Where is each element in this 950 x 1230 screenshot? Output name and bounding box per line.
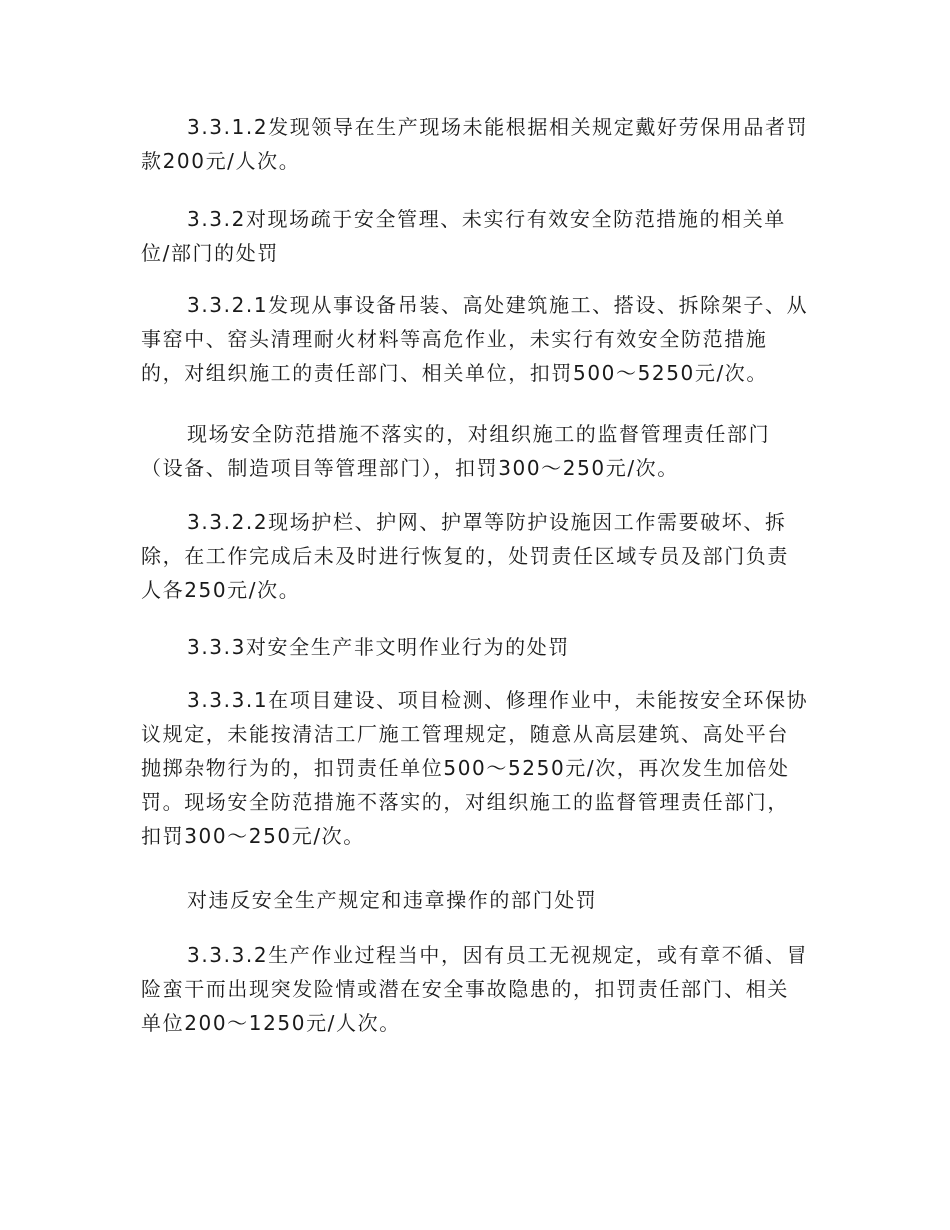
paragraph-violation-heading: [141, 883, 813, 917]
paragraph-line: 罚。现场安全防范措施不落实的，对组织施工的监督管理责任部门，: [141, 790, 789, 814]
paragraph-3-3-2-2: [141, 505, 813, 607]
paragraph-line: 人各250元/次。: [141, 578, 301, 602]
paragraph-3-3-3-2: [141, 938, 813, 1040]
paragraph-line: 3.3.1.2发现领导在生产现场未能根据相关规定戴好劳保用品者罚: [187, 115, 809, 139]
paragraph-supervision: [141, 417, 813, 485]
paragraph-line: 事窑中、窑头清理耐火材料等高危作业，未实行有效安全防范措施: [141, 327, 768, 351]
paragraph-line: 款200元/人次。: [141, 149, 301, 173]
paragraph-line: 险蛮干而出现突发险情或潜在安全事故隐患的，扣罚责任部门、相关: [141, 977, 789, 1001]
paragraph-line: 议规定，未能按清洁工厂施工管理规定，随意从高层建筑、高处平台: [141, 722, 789, 746]
paragraph-3-3-2: [141, 202, 813, 270]
paragraph-line: 3.3.2.1发现从事设备吊装、高处建筑施工、搭设、拆除架子、从: [187, 293, 809, 317]
paragraph-line: 的，对组织施工的责任部门、相关单位，扣罚500～5250元/次。: [141, 361, 769, 385]
paragraph-line: 抛掷杂物行为的，扣罚责任单位500～5250元/次，再次发生加倍处: [141, 756, 790, 780]
paragraph-line: 3.3.2对现场疏于安全管理、未实行有效安全防范措施的相关单: [187, 207, 786, 231]
paragraph-line: 3.3.3对安全生产非文明作业行为的处罚: [187, 635, 570, 659]
paragraph-line: （设备、制造项目等管理部门），扣罚300～250元/次。: [141, 456, 679, 480]
paragraph-3-3-1-2: [141, 110, 813, 178]
paragraph-line: 3.3.2.2现场护栏、护网、护罩等防护设施因工作需要破坏、拆: [187, 510, 787, 534]
paragraph-line: 3.3.3.1在项目建设、项目检测、修理作业中，未能按安全环保协: [187, 688, 809, 712]
paragraph-3-3-3: [141, 630, 813, 664]
paragraph-line: 单位200～1250元/人次。: [141, 1011, 401, 1035]
paragraph-3-3-2-1: [141, 288, 813, 390]
paragraph-3-3-3-1: [141, 683, 813, 853]
paragraph-line: 对违反安全生产规定和违章操作的部门处罚: [187, 888, 598, 912]
paragraph-line: 3.3.3.2生产作业过程当中，因有员工无视规定，或有章不循、冒: [187, 943, 809, 967]
paragraph-line: 现场安全防范措施不落实的，对组织施工的监督管理责任部门: [187, 422, 771, 446]
paragraph-line: 除，在工作完成后未及时进行恢复的，处罚责任区域专员及部门负责: [141, 544, 789, 568]
paragraph-line: 位/部门的处罚: [141, 241, 279, 265]
paragraph-line: 扣罚300～250元/次。: [141, 824, 365, 848]
